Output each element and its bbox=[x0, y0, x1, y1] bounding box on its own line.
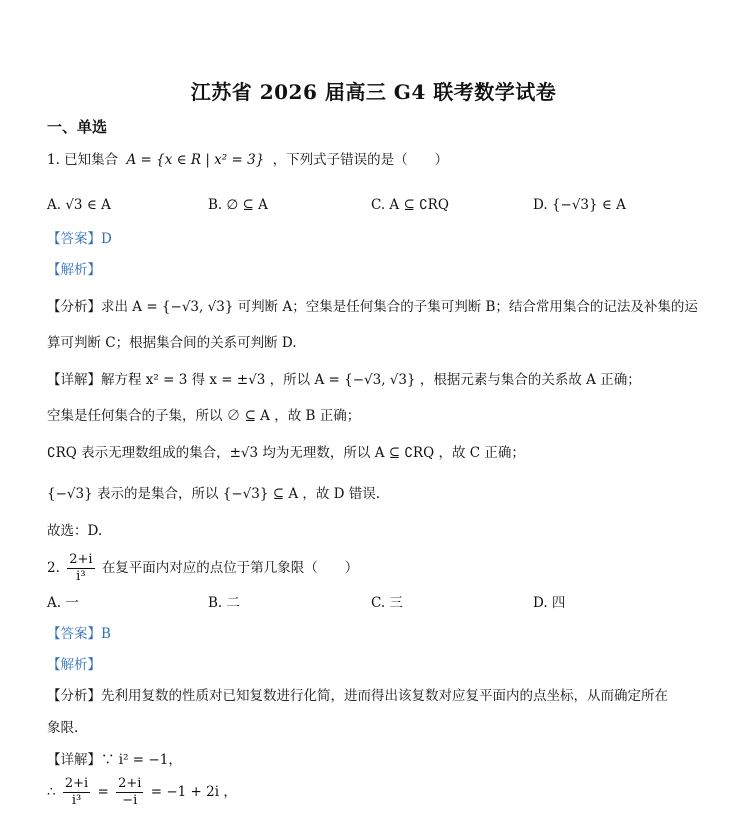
q1-option-b: B. ∅ ⊆ A bbox=[208, 197, 268, 213]
q2-option-b: B. 二 bbox=[208, 595, 241, 611]
q2-stem-text: 在复平面内对应的点位于第几象限（ ） bbox=[101, 560, 359, 576]
q1-detail-line2: 空集是任何集合的子集，所以 ∅ ⊆ A ，故 B 正确； bbox=[47, 408, 361, 424]
q2-detail-fraction1-den: i³ bbox=[71, 793, 82, 808]
q2-answer: 【答案】B bbox=[47, 626, 111, 642]
q2-detail-fraction1-num: 2+i bbox=[64, 776, 89, 791]
q2-option-c: C. 三 bbox=[371, 595, 403, 611]
q2-option-a: A. 一 bbox=[47, 595, 79, 611]
q1-detail-line3: ∁RQ 表示无理数组成的集合，±√3 均为无理数，所以 A ⊆ ∁RQ ，故 C 正确； bbox=[47, 445, 525, 461]
q1-option-c: C. A ⊆ ∁RQ bbox=[371, 197, 449, 213]
q2-detail-fraction2-den: −i bbox=[122, 793, 138, 808]
q1-detail-line1: 【详解】解方程 x² = 3 得 x = ±√3 ，所以 A = {−√3, √3} ，根据元素与集合的关系故 A 正确； bbox=[47, 372, 641, 388]
q1-analysis-label: 【解析】 bbox=[47, 262, 101, 278]
q1-fenxi-line2: 算可判断 C；根据集合间的关系可判断 D. bbox=[47, 335, 297, 351]
q1-set-definition: A = {x ∈ R | x² = 3} bbox=[126, 152, 265, 168]
q2-number: 2. bbox=[47, 560, 60, 576]
q2-detail-line1: 【详解】∵ i² = −1， bbox=[47, 752, 182, 768]
q1-stem-pre: 1. 已知集合 bbox=[47, 152, 119, 168]
q1-fenxi-line1: 【分析】求出 A = {−√3, √3} 可判断 A；空集是任何集合的子集可判断 B；结合常用集合的记法及补集的运 bbox=[47, 299, 698, 315]
q1-stem-post: ，下列式子错误的是（ ） bbox=[272, 152, 449, 168]
q2-analysis-label: 【解析】 bbox=[47, 657, 101, 673]
q2-detail-line2 bbox=[47, 776, 237, 809]
q2-stem bbox=[47, 552, 358, 585]
q2-fraction bbox=[67, 552, 94, 585]
q2-detail-fraction2 bbox=[116, 776, 143, 809]
section-heading: 一、单选 bbox=[47, 118, 108, 136]
q1-choice: 故选：D. bbox=[47, 523, 103, 539]
q1-answer: 【答案】D bbox=[47, 231, 112, 247]
q2-fraction-denominator: i³ bbox=[76, 569, 86, 584]
q1-detail-line4: {−√3} 表示的是集合，所以 {−√3} ⊆ A ，故 D 错误. bbox=[47, 486, 381, 502]
q1-option-d: D. {−√3} ∈ A bbox=[533, 197, 626, 213]
q2-detail-fraction1 bbox=[63, 776, 90, 809]
q2-fenxi-line1: 【分析】先利用复数的性质对已知复数进行化简，进而得出该复数对应复平面内的点坐标，从而确定所在 bbox=[47, 688, 668, 704]
q2-fenxi-line2: 象限. bbox=[47, 720, 79, 736]
q2-detail-result: = −1 + 2i ， bbox=[150, 784, 237, 800]
q2-detail-fraction2-num: 2+i bbox=[118, 776, 142, 791]
q2-option-d: D. 四 bbox=[533, 595, 566, 611]
therefore-symbol: ∴ bbox=[47, 784, 56, 800]
q1-option-a: A. √3 ∈ A bbox=[47, 197, 111, 213]
q1-stem bbox=[47, 150, 448, 170]
equals-sign: = bbox=[97, 784, 109, 800]
q2-fraction-numerator: 2+i bbox=[69, 552, 93, 567]
page-title: 江苏省 2026 届高三 G4 联考数学试卷 bbox=[190, 80, 557, 104]
